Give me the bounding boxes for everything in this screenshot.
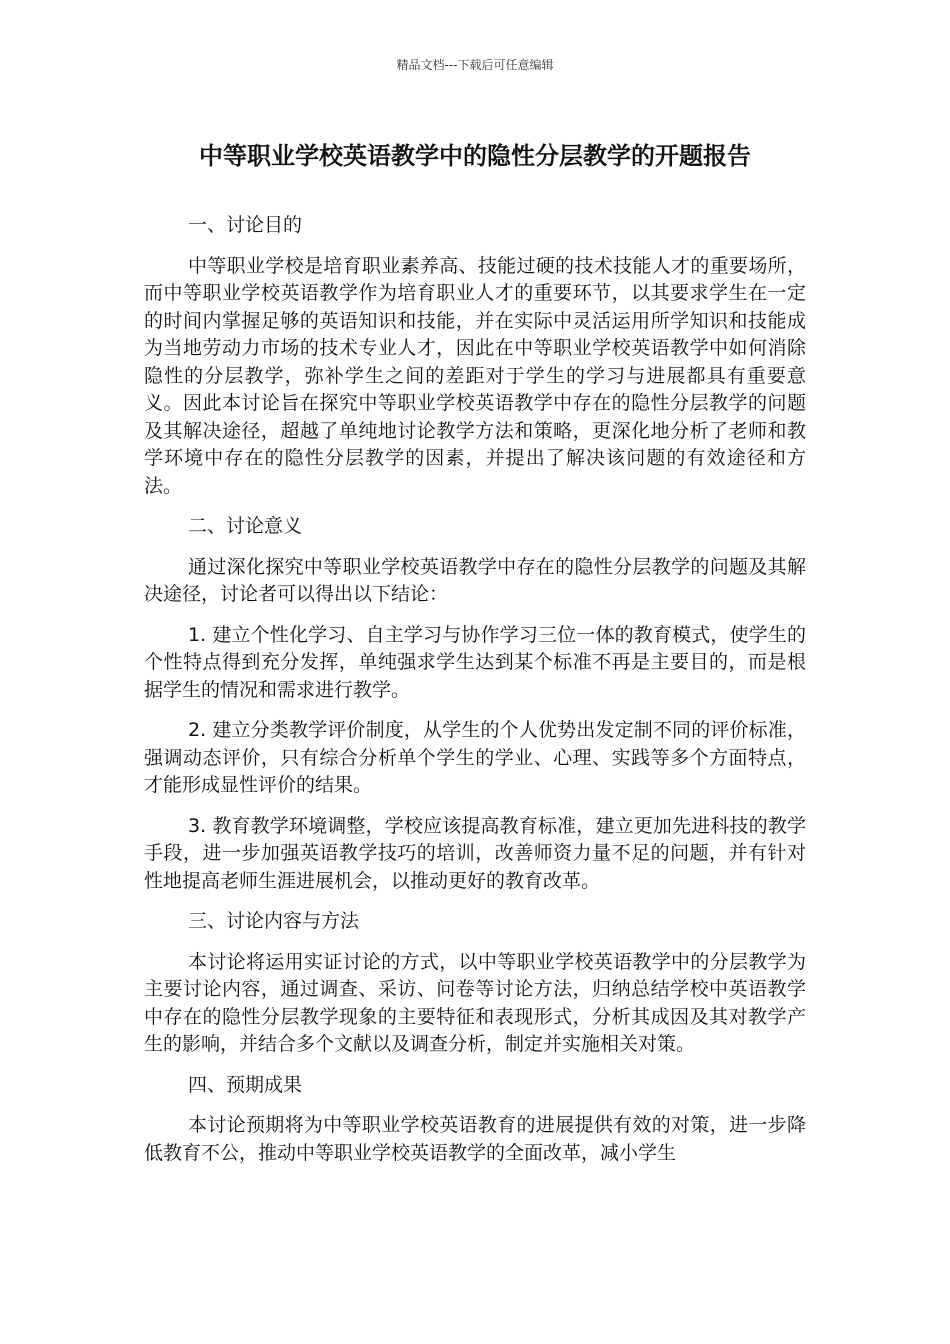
section-heading-significance: 二、讨论意义	[188, 515, 303, 537]
section-heading-purpose: 一、讨论目的	[188, 214, 303, 236]
list-item-3: 3. 教育教学环境调整，学校应该提高教育标准，建立更加先进科技的教学手段，进一步加强英语教学技巧的培训，改善师资力量不足的问题，并有针对性地提高老师生涯进展机会，以推动更好的教育改革。	[144, 814, 806, 892]
list-item-1: 1. 建立个性化学习、自主学习与协作学习三位一体的教育模式，使学生的个性特点得到充分发挥，单纯强求学生达到某个标准不再是主要目的，而是根据学生的情况和需求进行教学。	[144, 623, 806, 701]
list-item-2: 2. 建立分类教学评价制度，从学生的个人优势出发定制不同的评价标准，强调动态评价，只有综合分析单个学生的学业、心理、实践等多个方面特点，才能形成显性评价的结果。	[144, 719, 806, 796]
paragraph-content-method: 本讨论将运用实证讨论的方式，以中等职业学校英语教学中的分层教学为主要讨论内容，通过调查、采访、问卷等讨论方法，归纳总结学校中英语教学中存在的隐性分层教学现象的主要特征和表现形式，分析其成因及其对教学产生的影响，并结合多个文献以及调查分析，制定并实施相关对策。	[144, 950, 806, 1055]
paragraph-purpose: 中等职业学校是培育职业素养高、技能过硬的技术技能人才的重要场所，而中等职业学校英语教学作为培育职业人才的重要环节，以其要求学生在一定的时间内掌握足够的英语知识和技能，并在实际中灵活运用所学知识和技能成为当地劳动力市场的技术专业人才，因此在中等职业学校英语教学中如何消除隐性的分层教学，弥补学生之间的差距对于学生的学习与进展都具有重要意义。因此本讨论旨在探究中等职业学校英语教学中存在的隐性分层教学的问题及其解决途径，超越了单纯地讨论教学方法和策略，更深化地分析了老师和教学环境中存在的隐性分层教学的因素，并提出了解决该问题的有效途径和方法。	[144, 254, 806, 497]
document-title: 中等职业学校英语教学中的隐性分层教学的开题报告	[199, 142, 751, 170]
section-heading-content-method: 三、讨论内容与方法	[188, 910, 360, 932]
paragraph-expected-results: 本讨论预期将为中等职业学校英语教育的进展提供有效的对策，进一步降低教育不公，推动中等职业学校英语教学的全面改革，减小学生	[144, 1114, 806, 1164]
section-heading-expected-results: 四、预期成果	[188, 1073, 303, 1096]
header-note: 精品文档---下载后可任意编辑	[396, 58, 554, 72]
paragraph-significance-intro: 通过深化探究中等职业学校英语教学中存在的隐性分层教学的问题及其解决途径，讨论者可以得出以下结论：	[144, 555, 806, 605]
document-body	[144, 212, 806, 1180]
